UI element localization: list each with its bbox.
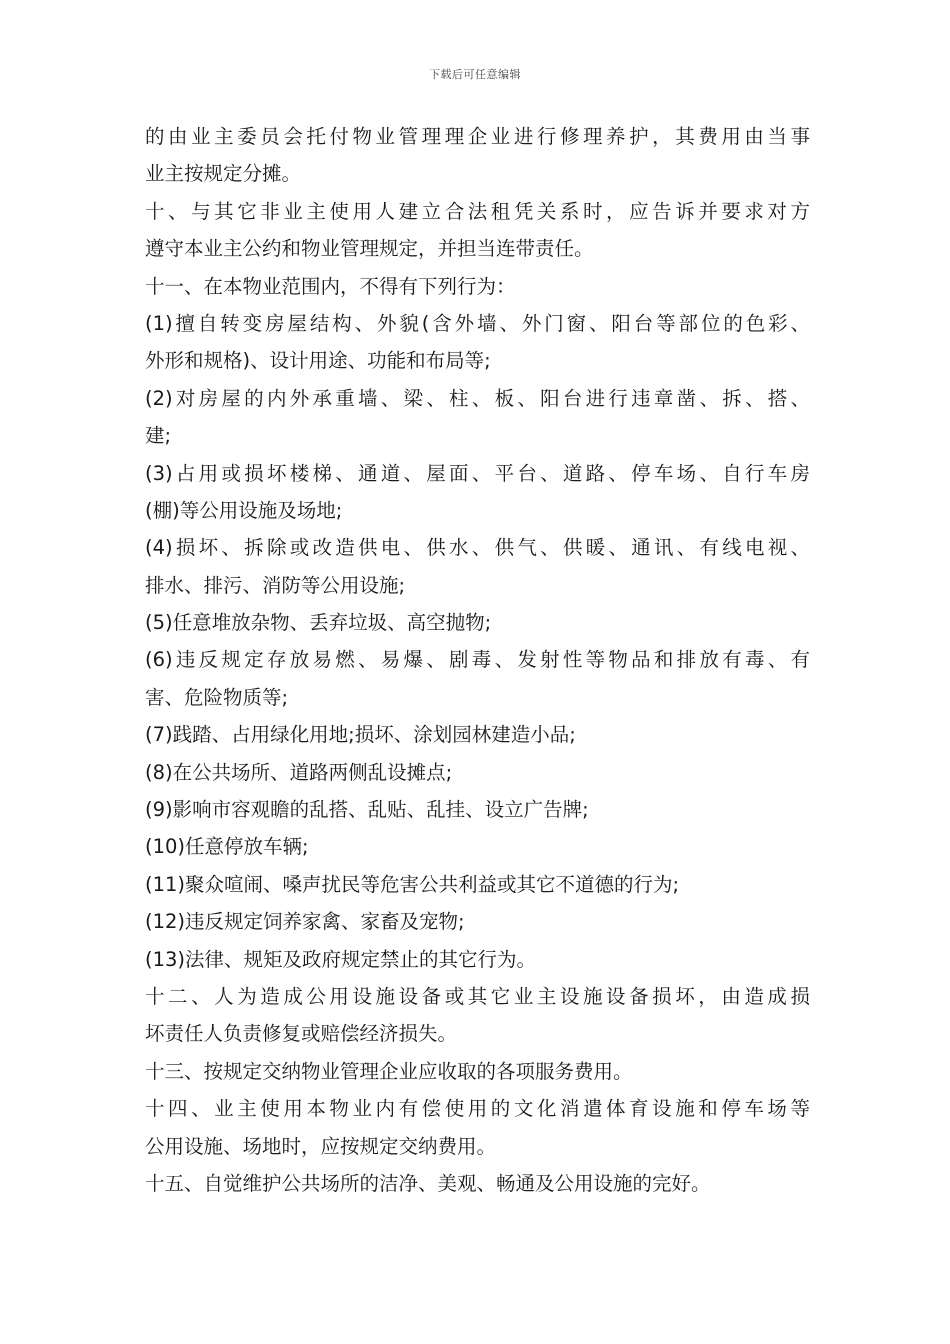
text-line: (1)擅自转变房屋结构、外貌(含外墙、外门窗、阳台等部位的色彩、 (145, 311, 810, 335)
text-line: 十二、人为造成公用设施设备或其它业主设施设备损坏，由造成损 (145, 984, 810, 1008)
text-line: (10)任意停放车辆; (145, 835, 309, 859)
text-line: (7)践踏、占用绿化用地;损坏、涂划园林建造小品; (145, 723, 576, 747)
text-line: 害、危险物质等; (145, 685, 289, 709)
page-header: 下载后可任意编辑 (429, 68, 521, 81)
text-line: (9)影响市容观瞻的乱搭、乱贴、乱挂、设立广告牌; (145, 798, 589, 822)
document-body (145, 118, 810, 1202)
text-line: (11)聚众喧闹、嗓声扰民等危害公共利益或其它不道德的行为; (145, 872, 680, 896)
text-line: 建; (145, 424, 172, 448)
text-line: 的由业主委员会托付物业管理理企业进行修理养护，其费用由当事 (145, 125, 810, 148)
text-line: (棚)等公用设施及场地; (145, 498, 343, 522)
text-line: 坏责任人负责修复或赔偿经济损失。 (145, 1022, 458, 1046)
text-line: (5)任意堆放杂物、丢弃垃圾、高空抛物; (145, 611, 492, 635)
text-line: 公用设施、场地时，应按规定交纳费用。 (145, 1134, 497, 1158)
text-line: 十五、自觉维护公共场所的洁净、美观、畅通及公用设施的完好。 (145, 1171, 711, 1195)
text-line: (3)占用或损坏楼梯、通道、屋面、平台、道路、停车场、自行车房 (145, 461, 810, 485)
text-line: (2)对房屋的内外承重墙、梁、柱、板、阳台进行违章凿、拆、搭、 (145, 386, 810, 410)
text-line: 十一、在本物业范围内，不得有下列行为： (145, 274, 516, 298)
text-line: 排水、排污、消防等公用设施; (145, 573, 406, 597)
text-line: (6)违反规定存放易燃、易爆、剧毒、发射性等物品和排放有毒、有 (145, 648, 810, 672)
text-line: 十、与其它非业主使用人建立合法租凭关系时，应告诉并要求对方 (145, 199, 810, 223)
text-line: (12)违反规定饲养家禽、家畜及宠物; (145, 910, 465, 934)
text-line: 十三、按规定交纳物业管理企业应收取的各项服务费用。 (145, 1059, 633, 1083)
text-line: 业主按规定分摊。 (145, 162, 302, 186)
text-line: (4)损坏、拆除或改造供电、供水、供气、供暖、通讯、有线电视、 (145, 536, 810, 560)
text-line: 十四、业主使用本物业内有偿使用的文化消遣体育设施和停车场等 (145, 1097, 810, 1121)
text-line: 外形和规格)、设计用途、功能和布局等; (145, 349, 491, 373)
text-line: (8)在公共场所、道路两侧乱设摊点; (145, 760, 453, 784)
text-line: (13)法律、规矩及政府规定禁止的其它行为。 (145, 947, 537, 971)
text-line: 遵守本业主公约和物业管理规定，并担当连带责任。 (145, 237, 594, 261)
